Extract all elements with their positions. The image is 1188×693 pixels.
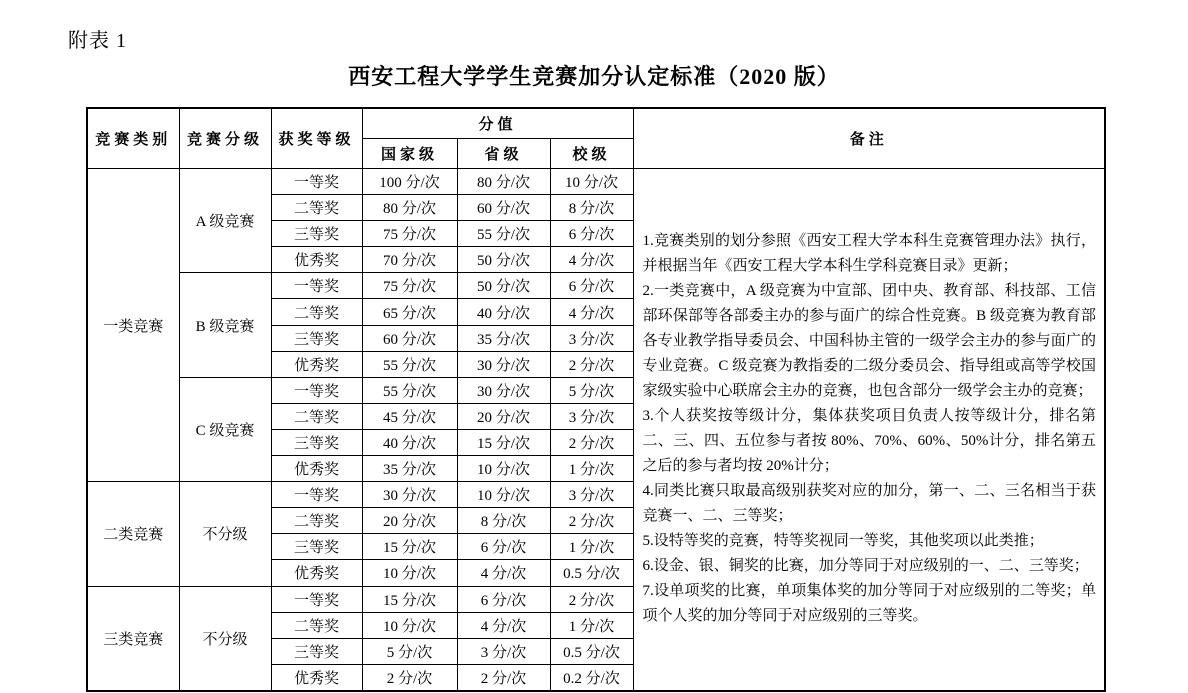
score-national-cell: 10 分/次 bbox=[362, 560, 457, 586]
score-provincial-cell: 10 分/次 bbox=[457, 482, 550, 508]
score-school-cell: 3 分/次 bbox=[550, 325, 633, 351]
score-school-cell: 1 分/次 bbox=[550, 534, 633, 560]
score-provincial-cell: 8 分/次 bbox=[457, 508, 550, 534]
category-cell: 一类竞赛 bbox=[87, 169, 179, 482]
award-cell: 优秀奖 bbox=[271, 247, 362, 273]
table-row bbox=[87, 169, 1105, 195]
score-provincial-cell: 2 分/次 bbox=[457, 664, 550, 691]
category-cell: 二类竞赛 bbox=[87, 482, 179, 586]
award-cell: 二等奖 bbox=[271, 508, 362, 534]
score-national-cell: 75 分/次 bbox=[362, 273, 457, 299]
award-cell: 三等奖 bbox=[271, 221, 362, 247]
category-cell: 三类竞赛 bbox=[87, 586, 179, 691]
score-provincial-cell: 6 分/次 bbox=[457, 586, 550, 612]
score-school-cell: 2 分/次 bbox=[550, 351, 633, 377]
score-provincial-cell: 40 分/次 bbox=[457, 299, 550, 325]
remark-item: 2.一类竞赛中，A 级竞赛为中宣部、团中央、教育部、科技部、工信部环保部等各部委主办的参与面广的综合性竞赛。B 级竞赛为教育部各专业教学指导委员会、中国科协主管的一级学会主办的参与面广的专业竞赛。C 级竞赛为教指委的二级分委员会、指导组或高等学校国家级实验中心联席会主办的竞赛，也包含部分一级学会主办的竞赛； bbox=[642, 283, 1096, 400]
header-award: 获奖等级 bbox=[271, 108, 362, 169]
score-national-cell: 60 分/次 bbox=[362, 325, 457, 351]
level-cell: 不分级 bbox=[179, 586, 271, 691]
award-cell: 优秀奖 bbox=[271, 560, 362, 586]
score-national-cell: 70 分/次 bbox=[362, 247, 457, 273]
score-provincial-cell: 50 分/次 bbox=[457, 247, 550, 273]
award-cell: 优秀奖 bbox=[271, 456, 362, 482]
score-school-cell: 3 分/次 bbox=[550, 482, 633, 508]
award-cell: 三等奖 bbox=[271, 325, 362, 351]
score-provincial-cell: 55 分/次 bbox=[457, 221, 550, 247]
header-remarks: 备注 bbox=[633, 108, 1105, 169]
award-cell: 三等奖 bbox=[271, 534, 362, 560]
level-cell: A 级竞赛 bbox=[179, 169, 271, 273]
score-national-cell: 80 分/次 bbox=[362, 195, 457, 221]
level-cell: C 级竞赛 bbox=[179, 377, 271, 481]
score-school-cell: 2 分/次 bbox=[550, 508, 633, 534]
score-school-cell: 8 分/次 bbox=[550, 195, 633, 221]
award-cell: 三等奖 bbox=[271, 638, 362, 664]
score-school-cell: 0.2 分/次 bbox=[550, 664, 633, 691]
score-national-cell: 65 分/次 bbox=[362, 299, 457, 325]
score-national-cell: 2 分/次 bbox=[362, 664, 457, 691]
remark-item: 3.个人获奖按等级计分，集体获奖项目负责人按等级计分，排名第二、三、四、五位参与者按 80%、70%、60%、50%计分，排名第五之后的参与者均按 20%计分； bbox=[642, 408, 1096, 475]
score-provincial-cell: 4 分/次 bbox=[457, 612, 550, 638]
score-table-head bbox=[87, 108, 1105, 169]
remark-item: 4.同类比赛只取最高级别获奖对应的加分，第一、二、三名相当于获竞赛一、二、三等奖； bbox=[642, 483, 1096, 525]
header-score: 分值 bbox=[362, 108, 633, 139]
score-school-cell: 2 分/次 bbox=[550, 429, 633, 455]
score-national-cell: 20 分/次 bbox=[362, 508, 457, 534]
score-school-cell: 2 分/次 bbox=[550, 586, 633, 612]
header-national: 国家级 bbox=[362, 139, 457, 169]
score-provincial-cell: 20 分/次 bbox=[457, 403, 550, 429]
score-school-cell: 10 分/次 bbox=[550, 169, 633, 195]
header-level: 竞赛分级 bbox=[179, 108, 271, 169]
remark-item: 7.设单项奖的比赛，单项集体奖的加分等同于对应级别的二等奖；单项个人奖的加分等同于对应级别的三等奖。 bbox=[642, 583, 1096, 625]
score-national-cell: 45 分/次 bbox=[362, 403, 457, 429]
award-cell: 二等奖 bbox=[271, 195, 362, 221]
level-cell: 不分级 bbox=[179, 482, 271, 586]
score-provincial-cell: 35 分/次 bbox=[457, 325, 550, 351]
score-school-cell: 3 分/次 bbox=[550, 403, 633, 429]
score-national-cell: 55 分/次 bbox=[362, 351, 457, 377]
score-table bbox=[86, 107, 1106, 692]
award-cell: 一等奖 bbox=[271, 482, 362, 508]
score-provincial-cell: 6 分/次 bbox=[457, 534, 550, 560]
score-provincial-cell: 3 分/次 bbox=[457, 638, 550, 664]
score-national-cell: 30 分/次 bbox=[362, 482, 457, 508]
score-provincial-cell: 80 分/次 bbox=[457, 169, 550, 195]
award-cell: 二等奖 bbox=[271, 299, 362, 325]
award-cell: 二等奖 bbox=[271, 403, 362, 429]
award-cell: 二等奖 bbox=[271, 612, 362, 638]
award-cell: 一等奖 bbox=[271, 377, 362, 403]
score-provincial-cell: 15 分/次 bbox=[457, 429, 550, 455]
appendix-label: 附表 1 bbox=[68, 30, 127, 52]
score-school-cell: 4 分/次 bbox=[550, 247, 633, 273]
award-cell: 一等奖 bbox=[271, 586, 362, 612]
score-school-cell: 1 分/次 bbox=[550, 612, 633, 638]
score-provincial-cell: 60 分/次 bbox=[457, 195, 550, 221]
header-category: 竞赛类别 bbox=[87, 108, 179, 169]
award-cell: 一等奖 bbox=[271, 169, 362, 195]
score-national-cell: 15 分/次 bbox=[362, 586, 457, 612]
score-school-cell: 6 分/次 bbox=[550, 221, 633, 247]
remark-item: 1.竞赛类别的划分参照《西安工程大学本科生竞赛管理办法》执行，并根据当年《西安工程大学本科生学科竞赛目录》更新； bbox=[642, 233, 1096, 275]
score-school-cell: 1 分/次 bbox=[550, 456, 633, 482]
header-provincial: 省级 bbox=[457, 139, 550, 169]
score-school-cell: 4 分/次 bbox=[550, 299, 633, 325]
score-national-cell: 10 分/次 bbox=[362, 612, 457, 638]
remark-item: 6.设金、银、铜奖的比赛，加分等同于对应级别的一、二、三等奖； bbox=[642, 558, 1089, 575]
award-cell: 优秀奖 bbox=[271, 664, 362, 691]
score-provincial-cell: 50 分/次 bbox=[457, 273, 550, 299]
award-cell: 优秀奖 bbox=[271, 351, 362, 377]
score-school-cell: 5 分/次 bbox=[550, 377, 633, 403]
remark-item: 5.设特等奖的竞赛，特等奖视同一等奖，其他奖项以此类推； bbox=[642, 533, 1044, 550]
score-national-cell: 35 分/次 bbox=[362, 456, 457, 482]
score-provincial-cell: 10 分/次 bbox=[457, 456, 550, 482]
score-table-body bbox=[87, 169, 1105, 691]
level-cell: B 级竞赛 bbox=[179, 273, 271, 377]
score-national-cell: 55 分/次 bbox=[362, 377, 457, 403]
award-cell: 一等奖 bbox=[271, 273, 362, 299]
page-title: 西安工程大学学生竞赛加分认定标准（2020 版） bbox=[348, 64, 840, 89]
score-national-cell: 5 分/次 bbox=[362, 638, 457, 664]
header-row-1 bbox=[87, 108, 1105, 139]
score-provincial-cell: 30 分/次 bbox=[457, 351, 550, 377]
score-national-cell: 75 分/次 bbox=[362, 221, 457, 247]
score-school-cell: 0.5 分/次 bbox=[550, 560, 633, 586]
score-school-cell: 6 分/次 bbox=[550, 273, 633, 299]
header-school: 校级 bbox=[550, 139, 633, 169]
score-national-cell: 100 分/次 bbox=[362, 169, 457, 195]
award-cell: 三等奖 bbox=[271, 429, 362, 455]
score-provincial-cell: 30 分/次 bbox=[457, 377, 550, 403]
score-national-cell: 15 分/次 bbox=[362, 534, 457, 560]
score-national-cell: 40 分/次 bbox=[362, 429, 457, 455]
remarks-cell bbox=[633, 169, 1105, 691]
score-provincial-cell: 4 分/次 bbox=[457, 560, 550, 586]
score-school-cell: 0.5 分/次 bbox=[550, 638, 633, 664]
